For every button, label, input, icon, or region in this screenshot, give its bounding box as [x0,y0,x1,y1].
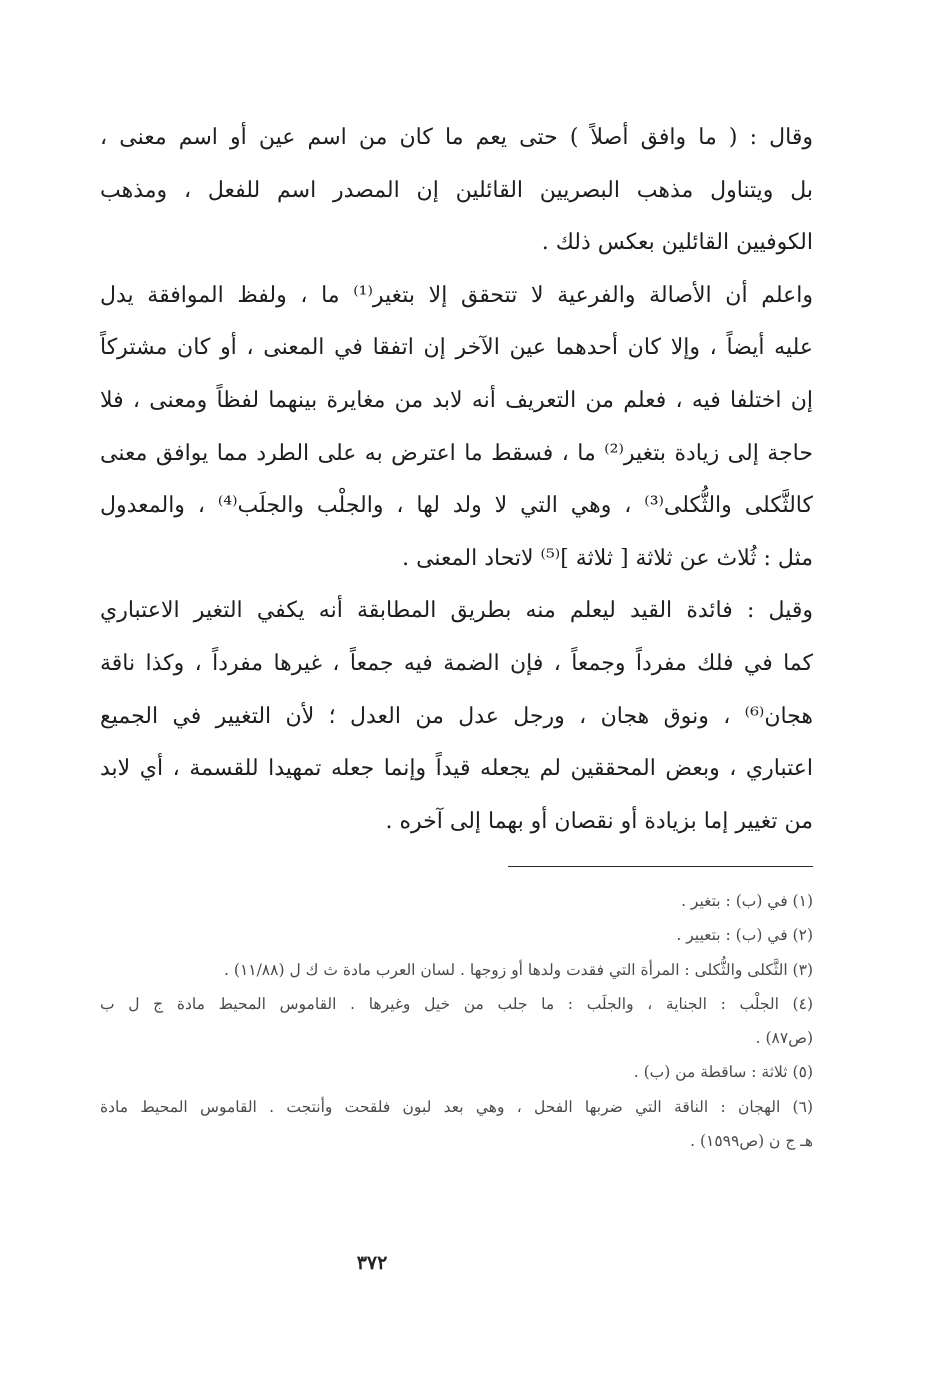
footnote-line: (٢) في (ب) : بتعيير . [676,926,813,945]
footnote-line: (٤) الجلْب : الجناية ، والجلَب : ما جلب من خيل وغيرها . القاموس المحيط مادة ج ل ب [100,994,813,1013]
footnote-line: (٥) ثلاثة : ساقطة من (ب) . [633,1063,813,1082]
text-line: الكوفيين القائلين بعكس ذلك . [541,230,813,256]
text-line: كالثَّكلى والثُّكلى⁽³⁾ ، وهي التي لا ولد لها ، والجلْب والجلَب⁽⁴⁾ ، والمعدول [100,493,813,519]
text-line: إن اختلفا فيه ، فعلم من التعريف أنه لابد من مغايرة بينهما لفظاً ومعنى ، فلا [100,387,813,413]
text-line: بل ويتناول مذهب البصريين القائلين إن المصدر اسم للفعل ، ومذهب [100,177,813,203]
footnotes [100,884,813,1158]
text-line: هجان⁽⁶⁾ ، ونوق هجان ، ورجل عدل من العدل ؛ لأن التغيير في الجميع [100,703,813,729]
text-line: عليه أيضاً ، وإلا كان أحدهما عين الآخر إن اتفقا في المعنى ، أو كان مشتركاً [100,335,813,361]
text-line: اعتباري ، وبعض المحققين لم يجعله قيداً وإنما جعله تمهيدا للقسمة ، أي لابد [100,756,813,782]
text-line: حاجة إلى زيادة بتغير⁽²⁾ ما ، فسقط ما اعترض به على الطرد مما يوافق معنى [100,440,813,466]
main-text-body [100,112,813,848]
text-line: مثل : ثُلاث عن ثلاثة [ ثلاثة ]⁽⁵⁾ لاتحاد المعنى . [402,545,813,571]
text-line: من تغيير إما بزيادة أو نقصان أو بهما إلى آخره . [385,808,813,834]
footnote-line: (ص٨٧) . [755,1029,813,1048]
text-line: واعلم أن الأصالة والفرعية لا تتحقق إلا بتغير⁽¹⁾ ما ، ولفظ الموافقة يدل [100,282,813,308]
footnote-separator [508,866,813,867]
page-number: ٣٧٢ [356,1252,388,1274]
footnote-line: (٦) الهجان : الناقة التي ضربها الفحل ، وهي بعد لبون فلقحت وأنتجت . القاموس المحيط مادة [100,1097,813,1116]
footnote-line: (٣) الثَّكلى والثُّكلى : المرأة التي فقدت ولدها أو زوجها . لسان العرب مادة ث ك ل (١١/٨٨) . [224,960,813,979]
text-line: وقال : ( ما وافق أصلاً ) حتى يعم ما كان من اسم عين أو اسم معنى ، [100,125,813,150]
footnote-line: (١) في (ب) : بتغير . [681,892,813,910]
text-line: كما في فلك مفرداً وجمعاً ، فإن الضمة فيه جمعاً ، غيرها مفرداً ، وكذا ناقة [100,650,813,676]
text-line: وقيل : فائدة القيد ليعلم منه بطريق المطابقة أنه يكفي التغير الاعتباري [100,598,813,624]
footnote-line: هـ ج ن (ص١٥٩٩) . [690,1132,813,1151]
